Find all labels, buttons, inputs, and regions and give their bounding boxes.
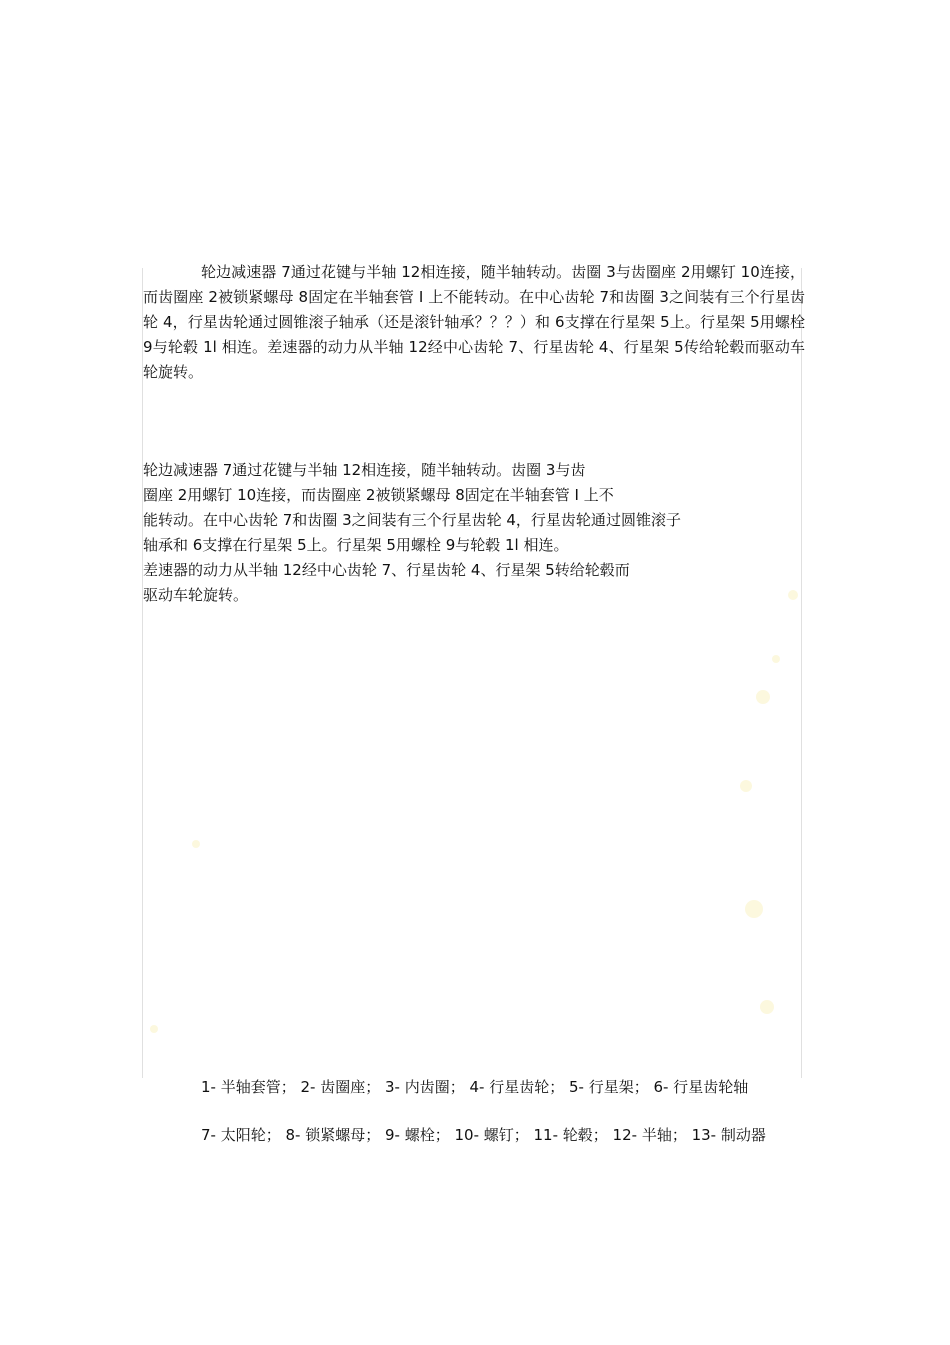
- image-speck: [740, 780, 752, 792]
- image-speck: [745, 900, 763, 918]
- image-speck: [150, 1025, 158, 1033]
- paragraph-2-line: 驱动车轮旋转。: [143, 586, 249, 604]
- figure-legend-line-1: 1- 半轴套管； 2- 齿圈座； 3- 内齿圈； 4- 行星齿轮； 5- 行星架； 6- 行星齿轮轴: [201, 1078, 749, 1096]
- paragraph-2: [143, 458, 805, 608]
- paragraph-2-line: 圈座 2用螺钉 10连接，而齿圈座 2被锁紧螺母 8固定在半轴套管 I 上不: [143, 486, 614, 504]
- paragraph-2-line: 轮边减速器 7通过花键与半轴 12相连接，随半轴转动。齿圈 3与齿: [143, 461, 586, 479]
- paragraph-2-line: 轴承和 6支撑在行星架 5上。行星架 5用螺栓 9与轮毂 1l 相连。: [143, 536, 569, 554]
- figure-frame: [142, 268, 802, 1078]
- image-speck: [192, 840, 200, 848]
- figure-legend-line-2: 7- 太阳轮； 8- 锁紧螺母； 9- 螺栓； 10- 螺钉； 11- 轮毂； 12- 半轴； 13- 制动器: [201, 1126, 766, 1144]
- paragraph-2-line: 能转动。在中心齿轮 7和齿圈 3之间装有三个行星齿轮 4，行星齿轮通过圆锥滚子: [143, 511, 681, 529]
- image-speck: [760, 1000, 774, 1014]
- image-speck: [756, 690, 770, 704]
- paragraph-2-line: 差速器的动力从半轴 12经中心齿轮 7、行星齿轮 4、行星架 5转给轮毂而: [143, 561, 630, 579]
- paragraph-1: 轮边减速器 7通过花键与半轴 12相连接，随半轴转动。齿圈 3与齿圈座 2用螺钉 10连接，而齿圈座 2被锁紧螺母 8固定在半轴套管 I 上不能转动。在中心齿轮 7和齿圈 3之间装有三个行星齿轮 4，行星齿轮通过圆锥滚子轴承（还是滚针轴承？？？）和 6支撑在行星架 5上。行星架 5用螺栓 9与轮毂 1l 相连。差速器的动力从半轴 12经中心齿轮 7、行星齿轮 4、行星架 5传给轮毂而驱动车轮旋转。: [143, 263, 805, 381]
- image-speck: [772, 655, 780, 663]
